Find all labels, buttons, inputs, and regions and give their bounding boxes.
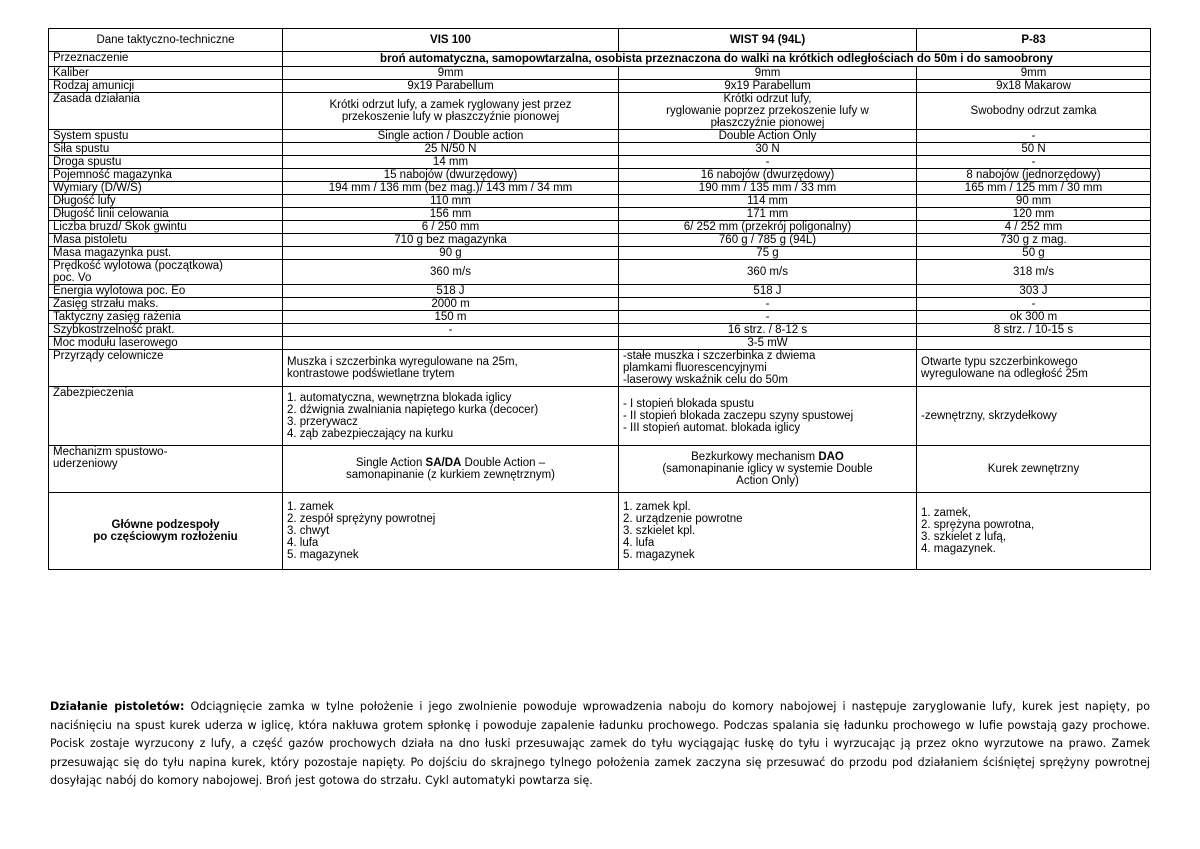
row-label: Prędkość wylotowa (początkowa) poc. Vo — [49, 260, 283, 285]
value-wist94: 75 g — [619, 247, 917, 260]
value-wist94: 114 mm — [619, 195, 917, 208]
value-wist94: Double Action Only — [619, 130, 917, 143]
value-wist94: - — [619, 156, 917, 169]
spec-row — [49, 208, 1151, 221]
value-p83: ok 300 m — [917, 311, 1151, 324]
value-vis100: 194 mm / 136 mm (bez mag.)/ 143 mm / 34 mm — [283, 182, 619, 195]
spec-row — [49, 80, 1151, 93]
specification-sheet — [48, 28, 1150, 570]
row-label: System spustu — [49, 130, 283, 143]
spec-row — [49, 93, 1151, 130]
value-p83: 9mm — [917, 67, 1151, 80]
value-p83: 318 m/s — [917, 260, 1151, 285]
value-wist94: Krótki odrzut lufy, ryglowanie poprzez przekoszenie lufy w płaszczyźnie pionowej — [619, 93, 917, 130]
value-wist94: 760 g / 785 g (94L) — [619, 234, 917, 247]
mechanism-vis100-slash: / — [441, 457, 445, 469]
value-wist94: 30 N — [619, 143, 917, 156]
value-p83: Swobodny odrzut zamka — [917, 93, 1151, 130]
row-label: Mechanizm spustowo- uderzeniowy — [49, 446, 283, 493]
value-vis100: 9mm — [283, 67, 619, 80]
row-label: Siła spustu — [49, 143, 283, 156]
value-vis100: 15 nabojów (dwurzędowy) — [283, 169, 619, 182]
spec-row — [49, 337, 1151, 350]
spec-row — [49, 182, 1151, 195]
header-row — [49, 29, 1151, 52]
row-label: Taktyczny zasięg rażenia — [49, 311, 283, 324]
row-label: Przyrządy celownicze — [49, 350, 283, 387]
mechanism-vis100-sa: SA — [425, 457, 442, 469]
spec-row — [49, 67, 1151, 80]
mechanism-wist94-part: (samonapinanie iglicy w systemie Double Action Only) — [662, 463, 873, 487]
description-paragraph — [50, 698, 1150, 791]
mechanism-wist94-dao: DAO — [818, 451, 844, 463]
value-wist94: - — [619, 298, 917, 311]
mechanism-vis100-part: Double Action – — [461, 457, 546, 469]
parts-label: Główne podzespoły po częściowym rozłożeniu — [49, 493, 283, 570]
row-label: Liczba bruzd/ Skok gwintu — [49, 221, 283, 234]
value-p83: 120 mm — [917, 208, 1151, 221]
parts-wist94: 1. zamek kpl. 2. urządzenie powrotne 3. szkielet kpl. 4. lufa 5. magazynek — [619, 493, 917, 570]
spec-table — [48, 28, 1151, 570]
parts-vis100: 1. zamek 2. zespół sprężyny powrotnej 3. chwyt 4. lufa 5. magazynek — [283, 493, 619, 570]
row-label: Szybkostrzelność prakt. — [49, 324, 283, 337]
row-label: Rodzaj amunicji — [49, 80, 283, 93]
row-label: Moc modułu laserowego — [49, 337, 283, 350]
value-vis100: 2000 m — [283, 298, 619, 311]
row-label: Przeznaczenie — [49, 52, 283, 67]
value-p83 — [917, 337, 1151, 350]
value-vis100: 6 / 250 mm — [283, 221, 619, 234]
spec-row — [49, 260, 1151, 285]
spec-row — [49, 156, 1151, 169]
safeties-row — [49, 387, 1151, 446]
value-vis100: Single action / Double action — [283, 130, 619, 143]
paragraph-title: Działanie pistoletów: — [50, 700, 185, 713]
spec-row — [49, 130, 1151, 143]
value-p83: - — [917, 156, 1151, 169]
value-wist94: 9x19 Parabellum — [619, 80, 917, 93]
mechanism-vis100-da: DA — [444, 457, 462, 469]
value-p83: 50 N — [917, 143, 1151, 156]
purpose-row — [49, 52, 1151, 67]
header-label: Dane taktyczno-techniczne — [49, 29, 283, 52]
value-wist94: 16 strz. / 8-12 s — [619, 324, 917, 337]
spec-row — [49, 143, 1151, 156]
value-vis100 — [283, 337, 619, 350]
mechanism-wist94-part: Bezkurkowy mechanism — [691, 451, 819, 463]
value-vis100: 518 J — [283, 285, 619, 298]
value-p83: 8 nabojów (jednorzędowy) — [917, 169, 1151, 182]
spec-row — [49, 221, 1151, 234]
row-label: Kaliber — [49, 67, 283, 80]
row-label: Wymiary (D/W/S) — [49, 182, 283, 195]
row-label: Masa pistoletu — [49, 234, 283, 247]
spec-row — [49, 298, 1151, 311]
sights-wist94: -stałe muszka i szczerbinka z dwiema plamkami fluorescencyjnymi -laserowy wskaźnik celu do 50m — [619, 350, 917, 387]
value-vis100: 25 N/50 N — [283, 143, 619, 156]
safeties-p83: -zewnętrzny, skrzydełkowy — [917, 387, 1151, 446]
mechanism-row — [49, 446, 1151, 493]
value-wist94: 360 m/s — [619, 260, 917, 285]
row-label: Zabezpieczenia — [49, 387, 283, 446]
value-vis100: Krótki odrzut lufy, a zamek ryglowany jest przez przekoszenie lufy w płaszczyźnie pionowej — [283, 93, 619, 130]
row-label: Zasada działania — [49, 93, 283, 130]
mechanism-vis100-part: Single Action — [355, 457, 426, 469]
value-vis100: 90 g — [283, 247, 619, 260]
value-wist94: - — [619, 311, 917, 324]
value-p83: 9x18 Makarow — [917, 80, 1151, 93]
value-p83: 730 g z mag. — [917, 234, 1151, 247]
row-label: Masa magazynka pust. — [49, 247, 283, 260]
value-p83: 50 g — [917, 247, 1151, 260]
parts-p83: 1. zamek, 2. sprężyna powrotna, 3. szkielet z lufą, 4. magazynek. — [917, 493, 1151, 570]
spec-row — [49, 195, 1151, 208]
value-vis100: 110 mm — [283, 195, 619, 208]
safeties-vis100: 1. automatyczna, wewnętrzna blokada iglicy 2. dźwignia zwalniania napiętego kurka (decocer) 3. przerywacz 4. ząb zabezpieczający na kurku — [283, 387, 619, 446]
row-label: Długość lufy — [49, 195, 283, 208]
mechanism-vis100-part: samonapinanie (z kurkiem zewnętrznym) — [346, 469, 555, 481]
value-vis100: 150 m — [283, 311, 619, 324]
spec-row — [49, 324, 1151, 337]
value-wist94: 518 J — [619, 285, 917, 298]
mechanism-p83: Kurek zewnętrzny — [917, 446, 1151, 493]
sights-vis100: Muszka i szczerbinka wyregulowane na 25m, kontrastowe podświetlane trytem — [283, 350, 619, 387]
value-vis100: 360 m/s — [283, 260, 619, 285]
value-p83: 303 J — [917, 285, 1151, 298]
row-label: Energia wylotowa poc. Eo — [49, 285, 283, 298]
value-p83: - — [917, 130, 1151, 143]
spec-row — [49, 234, 1151, 247]
spec-row — [49, 311, 1151, 324]
value-wist94: 3-5 mW — [619, 337, 917, 350]
mechanism-wist94 — [619, 446, 917, 493]
row-label: Pojemność magazynka — [49, 169, 283, 182]
row-label: Zasięg strzału maks. — [49, 298, 283, 311]
paragraph-text: Odciągnięcie zamka w tylne położenie i jego zwolnienie powoduje wprowadzenia naboju do komory nabojowej i następuje zaryglowanie lufy, kurek jest napięty, po naciśnięciu na spust kurek uderza w iglicę, która nakłuwa grotem spłonkę i powoduje zapalenie ładunku prochowego. Podczas spalania się ładunku prochowego w lufie powstają gazy prochowe. Pocisk zostaje wyrzucony z lufy, a część gazów prochowych działa na dno łuski przesuwając zamek do tyłu wyciągając łuskę do tyłu i wyrzucając ją przez okno wyrzutowe na prawo. Zamek przesuwając się do tyłu napina kurek, który pozostaje napięty. Po dojściu do skrajnego tylnego położenia zamek zaczyna się przesuwać do przodu pod działaniem ściśniętej sprężyny powrotnej dosyłając nabój do komory nabojowej. Broń jest gotowa do strzału. Cykl automatyki powtarza się. — [50, 700, 1150, 788]
value-p83: - — [917, 298, 1151, 311]
value-vis100: 14 mm — [283, 156, 619, 169]
value-wist94: 9mm — [619, 67, 917, 80]
purpose-value: broń automatyczna, samopowtarzalna, osobista przeznaczona do walki na krótkich odległościach do 50m i do samoobrony — [283, 52, 1151, 67]
header-wist94: WIST 94 (94L) — [619, 29, 917, 52]
sights-row — [49, 350, 1151, 387]
header-p83: P-83 — [917, 29, 1151, 52]
value-vis100: 710 g bez magazynka — [283, 234, 619, 247]
header-vis100: VIS 100 — [283, 29, 619, 52]
spec-row — [49, 285, 1151, 298]
value-p83: 4 / 252 mm — [917, 221, 1151, 234]
value-vis100: - — [283, 324, 619, 337]
spec-row — [49, 169, 1151, 182]
value-wist94: 16 nabojów (dwurzędowy) — [619, 169, 917, 182]
value-p83: 165 mm / 125 mm / 30 mm — [917, 182, 1151, 195]
parts-row — [49, 493, 1151, 570]
spec-row — [49, 247, 1151, 260]
value-wist94: 190 mm / 135 mm / 33 mm — [619, 182, 917, 195]
value-vis100: 156 mm — [283, 208, 619, 221]
value-wist94: 6/ 252 mm (przekrój poligonalny) — [619, 221, 917, 234]
row-label: Droga spustu — [49, 156, 283, 169]
value-vis100: 9x19 Parabellum — [283, 80, 619, 93]
mechanism-vis100 — [283, 446, 619, 493]
value-wist94: 171 mm — [619, 208, 917, 221]
value-p83: 8 strz. / 10-15 s — [917, 324, 1151, 337]
sights-p83: Otwarte typu szczerbinkowego wyregulowane na odległość 25m — [917, 350, 1151, 387]
row-label: Długość linii celowania — [49, 208, 283, 221]
value-p83: 90 mm — [917, 195, 1151, 208]
safeties-wist94: - I stopień blokada spustu - II stopień blokada zaczepu szyny spustowej - III stopień automat. blokada iglicy — [619, 387, 917, 446]
